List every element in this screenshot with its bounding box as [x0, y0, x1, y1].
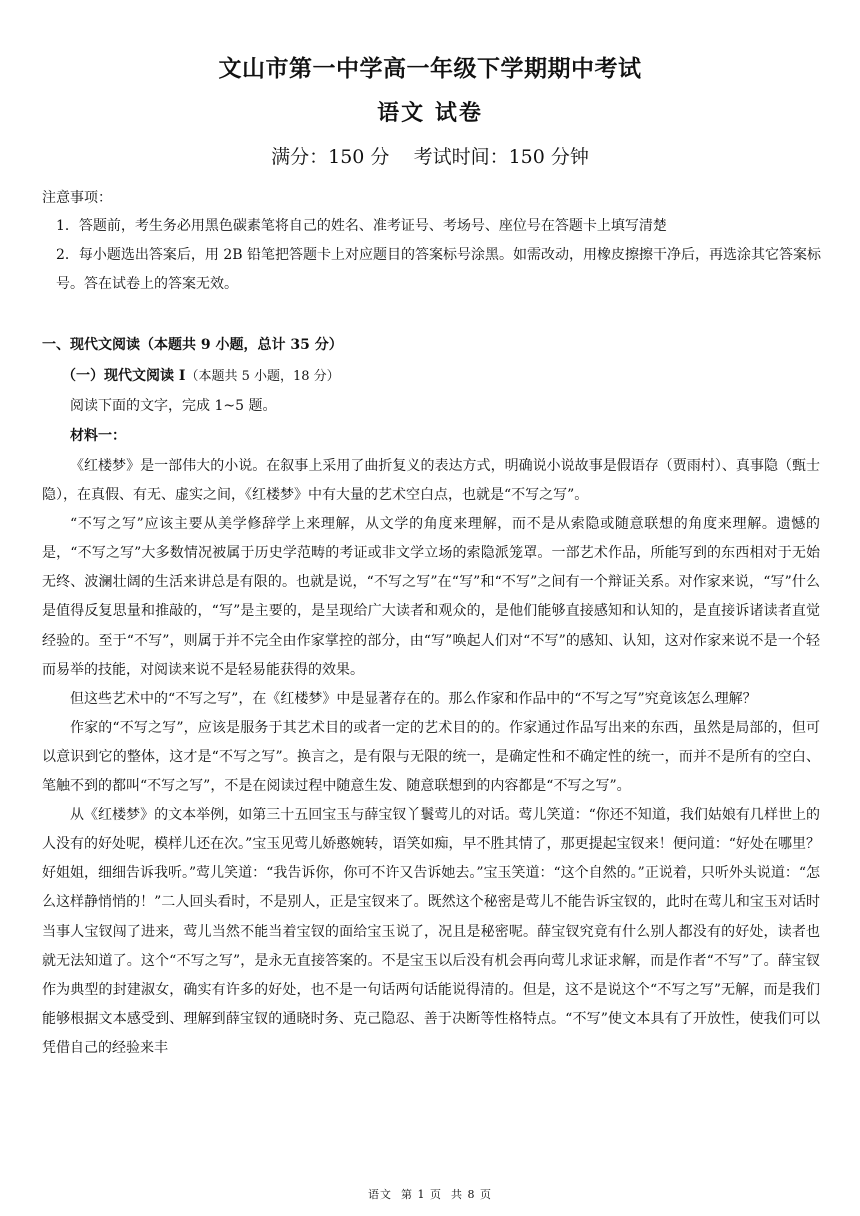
sub-heading-note: （本题共 5 小题，18 分）	[185, 369, 340, 384]
notice-item-1: 1．答题前，考生务必用黑色碳素笔将自己的姓名、准考证号、考场号、座位号在答题卡上填写清楚	[56, 218, 667, 234]
reading-passage	[42, 452, 820, 1063]
notice-item-2-text: 2．每小题选出答案后，用 2B 铅笔把答题卡上对应题目的答案标号涂黑。如需改动，用橡皮擦擦干净后，再选涂其它答案标号。答在试卷上的答案无效。	[56, 247, 821, 292]
notice-item-2	[56, 241, 824, 299]
sub-heading	[62, 365, 340, 385]
passage-paragraph: 从《红楼梦》的文本举例，如第三十五回宝玉与薛宝钗丫鬟莺儿的对话。莺儿笑道：“你还不知道，我们姑娘有几样世上的人没有的好处呢，模样儿还在次。”宝玉见莺儿娇憨婉转，语笑如痴，早不胜其情了，那更提起宝钗来！便问道：“好处在哪里？好姐姐，细细告诉我听。”莺儿笑道：“我告诉你，你可不许又告诉她去。”宝玉笑道：“这个自然的。”正说着，只听外头说道：“怎么这样静悄悄的！”二人回头看时，不是别人，正是宝钗来了。既然这个秘密是莺儿不能告诉宝钗的，此时在莺儿和宝玉对话时当事人宝钗闯了进来，莺儿当然不能当着宝钗的面给宝玉说了，况且是秘密呢。薛宝钗究竟有什么别人都没有的好处，读者也就无法知道了。这个“不写之写”，是永无直接答案的。不是宝玉以后没有机会再向莺儿求证求解，而是作者“不写”了。薛宝钗作为典型的封建淑女，确实有许多的好处，也不是一句话两句话能说得清的。但是，这不是说这个“不写之写”无解，而是我们能够根据文本感受到、理解到薛宝钗的通晓时务、克己隐忍、善于决断等性格特点。“不写”使文本具有了开放性，使我们可以凭借自己的经验来丰	[42, 807, 820, 1056]
passage-paragraph: “不写之写”应该主要从美学修辞学上来理解，从文学的角度来理解，而不是从索隐或随意联想的角度来理解。遗憾的是，“不写之写”大多数情况被属于历史学范畴的考证或非文学立场的索隐派笼罩。一部艺术作品，所能写到的东西相对于无始无终、波澜壮阔的生活来讲总是有限的。也就是说，“不写之写”在“写”和“不写”之间有一个辩证关系。对作家来说，“写”什么是值得反复思量和推敲的，“写”是主要的，是呈现给广大读者和观众的，是他们能够直接感知和认知的，是直接诉诸读者直觉经验的。至于“不写”，则属于并不完全由作家掌控的部分，由“写”唤起人们对“不写”的感知、认知，这对作家来说不是一个轻而易举的技能，对阅读来说不是轻易能获得的效果。	[42, 516, 820, 678]
exam-title: 文山市第一中学高一年级下学期期中考试	[218, 55, 642, 82]
score-time-line: 满分：150 分 考试时间：150 分钟	[271, 146, 589, 168]
page-footer: 语文 第 1 页 共 8 页	[368, 1188, 492, 1201]
notice-heading: 注意事项：	[42, 190, 112, 206]
reading-instruction: 阅读下面的文字，完成 1~5 题。	[70, 398, 277, 414]
part-heading: 一、现代文阅读（本题共 9 小题，总计 35 分）	[42, 337, 343, 353]
passage-paragraph: 但这些艺术中的“不写之写”，在《红楼梦》中是显著存在的。那么作家和作品中的“不写之写”究竟该怎么理解？	[70, 690, 757, 707]
passage-paragraph: 《红楼梦》是一部伟大的小说。在叙事上采用了曲折复义的表达方式，明确说小说故事是假语存（贾雨村）、真事隐（甄士隐），在真假、有无、虚实之间，《红楼梦》中有大量的艺术空白点，也就是“不写之写”。	[42, 458, 820, 504]
passage-paragraph: 作家的“不写之写”，应该是服务于其艺术目的或者一定的艺术目的的。作家通过作品写出来的东西，虽然是局部的，但可以意识到它的整体，这才是“不写之写”。换言之，是有限与无限的统一，是确定性和不确定性的统一，而并不是所有的空白、笔触不到的都叫“不写之写”，不是在阅读过程中随意生发、随意联想到的内容都是“不写之写”。	[42, 719, 820, 795]
material-label: 材料一：	[70, 428, 126, 444]
sub-heading-title: （一）现代文阅读 I	[62, 368, 186, 384]
subject-title: 语文 试卷	[377, 100, 483, 126]
